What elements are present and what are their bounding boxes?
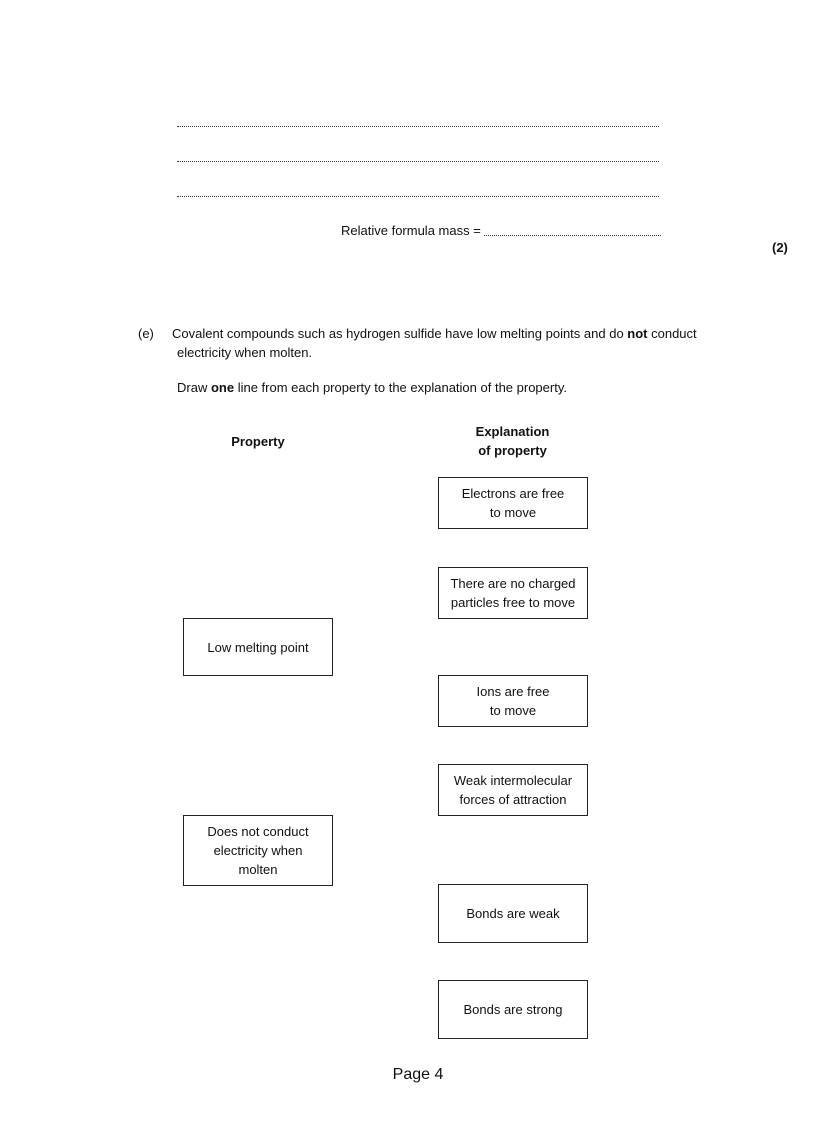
page-number: Page 4 xyxy=(392,1066,444,1083)
question-stem-line2: electricity when molten. xyxy=(177,345,313,360)
explanation-label: Weak intermolecular forces of attraction xyxy=(453,773,573,807)
marks-label: (2) xyxy=(772,240,788,255)
answer-line-1[interactable] xyxy=(177,126,659,127)
question-stem-bold: not xyxy=(627,326,648,341)
explanation-header: Explanation of property xyxy=(475,424,550,458)
property-box-does-not-conduct[interactable] xyxy=(183,815,333,886)
explanation-label: There are no charged particles free to move xyxy=(450,576,576,610)
relative-formula-mass-field[interactable] xyxy=(484,222,661,236)
explanation-box-electrons-free[interactable] xyxy=(438,477,588,529)
explanation-label: Ions are free to move xyxy=(476,684,550,718)
question-number: (e) xyxy=(138,326,154,341)
property-box-low-melting-point[interactable] xyxy=(183,618,333,676)
answer-line-3[interactable] xyxy=(177,196,659,197)
explanation-box-ions-free[interactable] xyxy=(438,675,588,727)
instruction-bold: one xyxy=(210,380,235,395)
question-stem-post: conduct xyxy=(647,326,697,341)
explanation-label: Bonds are weak xyxy=(466,906,560,921)
property-label: Low melting point xyxy=(207,639,309,655)
question-stem xyxy=(172,324,772,343)
instruction-pre: Draw xyxy=(177,380,211,395)
property-label: Does not conduct electricity when molten xyxy=(207,824,309,877)
relative-formula-mass-row xyxy=(341,221,661,240)
explanation-box-weak-intermolecular[interactable] xyxy=(438,764,588,816)
answer-line-2[interactable] xyxy=(177,161,659,162)
instruction-post: line from each property to the explanation of the property. xyxy=(234,380,567,395)
property-header: Property xyxy=(231,434,285,449)
explanation-box-no-charged-particles[interactable] xyxy=(438,567,588,619)
explanation-box-bonds-strong[interactable] xyxy=(438,980,588,1039)
explanation-box-bonds-weak[interactable] xyxy=(438,884,588,943)
question-instruction xyxy=(177,378,737,397)
explanation-label: Bonds are strong xyxy=(463,1002,563,1017)
relative-formula-mass-label: Relative formula mass = xyxy=(341,223,485,238)
explanation-label: Electrons are free to move xyxy=(461,486,565,520)
question-stem-pre: Covalent compounds such as hydrogen sulfide have low melting points and do xyxy=(172,326,628,341)
